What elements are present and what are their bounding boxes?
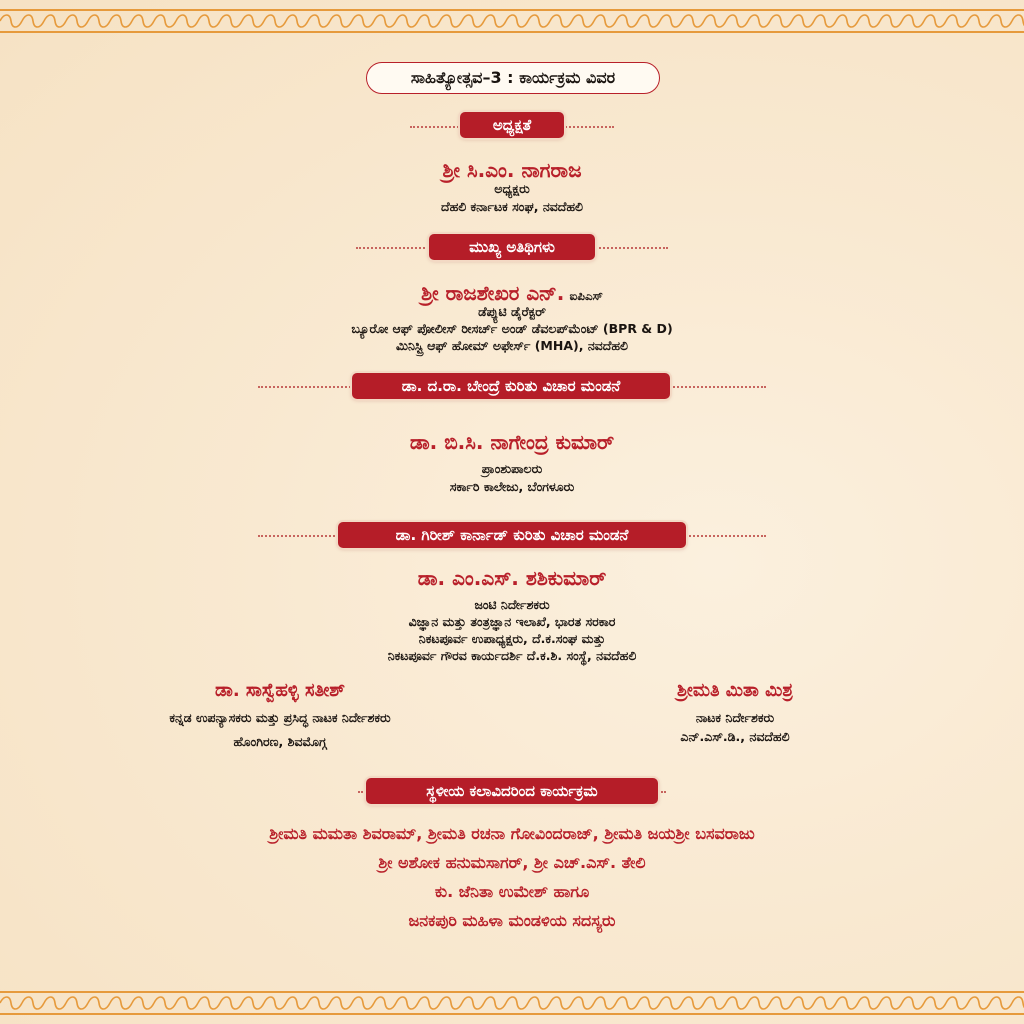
border-motif-loop (616, 15, 638, 27)
chief-guest-line-3: ಮಿನಿಸ್ಟ್ರಿ ಆಫ್ ಹೋಮ್ ಅಫೇರ್ಸ್ (MHA), ನವದೆಹಲಿ (396, 338, 628, 353)
heading-local-artists: ಸ್ಥಳೀಯ ಕಲಾವಿದರಿಂದ ಕಾರ್ಯಕ್ರಮ (366, 778, 658, 804)
border-motif-loop (836, 15, 858, 27)
border-motif-loop (572, 997, 594, 1009)
border-motif-loop (704, 997, 726, 1009)
border-motif-loop (572, 15, 594, 27)
border-motif-loop (198, 15, 220, 27)
heading-chief-guests: ಮುಖ್ಯ ಅತಿಥಿಗಳು (429, 234, 595, 260)
border-motif-loop (0, 15, 22, 27)
border-motif-loop (902, 997, 924, 1009)
border-motif-loop (132, 15, 154, 27)
border-motif-loop (418, 997, 440, 1009)
chief-guest-name-row (0, 281, 1024, 305)
border-motif-loop (396, 997, 418, 1009)
border-motif-loop (88, 997, 110, 1009)
border-motif-loop (814, 997, 836, 1009)
bendre-speaker-name: ಡಾ. ಬಿ.ಸಿ. ನಾಗೇಂದ್ರ ಕುಮಾರ್ (409, 430, 615, 454)
border-motif-loop (286, 15, 308, 27)
border-motif-loop (836, 997, 858, 1009)
local-artists-line-2: ಶ್ರೀ ಅಶೋಕ ಹನುಮಸಾಗರ್, ಶ್ರೀ ಎಚ್.ಎಸ್. ತೇಲಿ (378, 853, 646, 872)
border-motif-loop (330, 997, 352, 1009)
border-motif-loop (242, 997, 264, 1009)
border-motif-loop (902, 15, 924, 27)
border-motif-loop (990, 15, 1012, 27)
border-motif-loop (506, 15, 528, 27)
border-motif-loop (88, 15, 110, 27)
border-motif-loop (22, 997, 44, 1009)
chief-guest-suffix: ಐಪಿಎಸ್ (569, 289, 603, 303)
right-speaker-line-1: ನಾಟಕ ನಿರ್ದೇಶಕರು (695, 710, 775, 725)
top-decorative-border (0, 6, 1024, 36)
border-motif-loop (440, 997, 462, 1009)
border-motif-loop (858, 997, 880, 1009)
karnad-line-3: ನಿಕಟಪೂರ್ವ ಉಪಾಧ್ಯಕ್ಷರು, ದೆ.ಕ.ಸಂಘ ಮತ್ತು (418, 631, 606, 646)
border-motif-loop (352, 997, 374, 1009)
heading-bendre: ಡಾ. ದ.ರಾ. ಬೇಂದ್ರೆ ಕುರಿತು ವಿಚಾರ ಮಂಡನೆ (352, 373, 670, 399)
border-motif-loop (198, 997, 220, 1009)
border-motif-loop (308, 15, 330, 27)
border-motif-loop (154, 15, 176, 27)
border-motif-loop (550, 15, 572, 27)
border-motif-loop (506, 997, 528, 1009)
border-motif-loop (462, 997, 484, 1009)
heading-presidency: ಅಧ್ಯಕ್ಷತೆ (460, 112, 564, 138)
border-motif-loop (242, 15, 264, 27)
right-speaker-line-2: ಎನ್.ಎಸ್.ಡಿ., ನವದೆಹಲಿ (680, 729, 790, 744)
border-motif-loop (726, 15, 748, 27)
border-motif-loop (22, 15, 44, 27)
border-motif-loop (418, 15, 440, 27)
border-motif-loop (176, 15, 198, 27)
border-motif-loop (462, 15, 484, 27)
presidency-name: ಶ್ರೀ ಸಿ.ಎಂ. ನಾಗರಾಜ (442, 158, 582, 182)
border-motif-loop (528, 997, 550, 1009)
heading-karnad: ಡಾ. ಗಿರೀಶ್ ಕಾರ್ನಾಡ್ ಕುರಿತು ವಿಚಾರ ಮಂಡನೆ (338, 522, 686, 548)
page-title: ಸಾಹಿತ್ಯೋತ್ಸವ–3 : ಕಾರ್ಯಕ್ರಮ ವಿವರ (366, 62, 660, 94)
border-motif-loop (880, 997, 902, 1009)
border-motif-loop (814, 15, 836, 27)
border-motif-loop (682, 997, 704, 1009)
border-motif-loop (528, 15, 550, 27)
left-speaker-line-1: ಕನ್ನಡ ಉಪನ್ಯಾಸಕರು ಮತ್ತು ಪ್ರಸಿದ್ಧ ನಾಟಕ ನಿರ್ದೇಶಕರು (169, 710, 391, 725)
left-speaker-line-2: ಹೊಂಗಿರಣ, ಶಿವಮೊಗ್ಗ (233, 734, 327, 749)
border-motif-loop (704, 15, 726, 27)
border-motif-loop (220, 997, 242, 1009)
border-motif-loop (352, 15, 374, 27)
border-motif-loop (660, 997, 682, 1009)
border-motif-loop (880, 15, 902, 27)
border-motif-loop (484, 15, 506, 27)
local-artists-line-1: ಶ್ರೀಮತಿ ಮಮತಾ ಶಿವರಾಮ್, ಶ್ರೀಮತಿ ರಚನಾ ಗೋವಿಂದರಾಜ್, ಶ್ರೀಮತಿ ಜಯಶ್ರೀ ಬಸವರಾಜು (269, 824, 755, 843)
bendre-line-1: ಪ್ರಾಂಶುಪಾಲರು (481, 461, 543, 476)
border-motif-loop (132, 997, 154, 1009)
border-motif-loop (0, 997, 22, 1009)
border-motif-loop (110, 15, 132, 27)
border-motif-loop (726, 997, 748, 1009)
border-motif-loop (594, 15, 616, 27)
border-motif-loop (44, 997, 66, 1009)
border-motif-loop (66, 15, 88, 27)
border-motif-loop (638, 15, 660, 27)
border-motif-loop (792, 15, 814, 27)
presidency-line-2: ದೆಹಲಿ ಕರ್ನಾಟಕ ಸಂಘ, ನವದೆಹಲಿ (441, 199, 583, 214)
chief-guest-line-2: ಬ್ಯೂರೋ ಆಫ್ ಪೋಲೀಸ್ ರೀಸರ್ಚ್ ಅಂಡ್ ಡೆವಲಪ್‌ಮೆಂಟ್ (BPR & D) (351, 321, 673, 336)
border-motif-loop (396, 15, 418, 27)
left-speaker-name: ಡಾ. ಸಾಸ್ವೆಹಳ್ಳಿ ಸತೀಶ್ (215, 680, 345, 701)
chief-guest-name: ಶ್ರೀ ರಾಜಶೇಖರ ಎನ್. (421, 281, 565, 305)
border-motif-loop (616, 997, 638, 1009)
border-motif-loop (66, 997, 88, 1009)
chief-guest-line-1: ಡೆಪ್ಯುಟಿ ಡೈರೆಕ್ಟರ್ (478, 304, 546, 319)
border-motif-loop (946, 997, 968, 1009)
border-motif-loop (638, 997, 660, 1009)
border-motif-loop (858, 15, 880, 27)
border-motif-loop (748, 15, 770, 27)
karnad-line-4: ನಿಕಟಪೂರ್ವ ಗೌರವ ಕಾರ್ಯದರ್ಶಿ ದೆ.ಕ.ಶಿ. ಸಂಸ್ಥೆ, ನವದೆಹಲಿ (387, 648, 637, 663)
karnad-line-2: ವಿಜ್ಞಾನ ಮತ್ತು ತಂತ್ರಜ್ಞಾನ ಇಲಾಖೆ, ಭಾರತ ಸರಕಾರ (408, 614, 616, 629)
border-motif-loop (990, 997, 1012, 1009)
border-motif-loop (1012, 997, 1024, 1009)
border-motif-loop (1012, 15, 1024, 27)
border-motif-loop (308, 997, 330, 1009)
border-motif-loop (440, 15, 462, 27)
border-motif-loop (660, 15, 682, 27)
border-motif-loop (594, 997, 616, 1009)
border-motif-loop (550, 997, 572, 1009)
border-motif-loop (682, 15, 704, 27)
local-artists-line-3: ಕು. ಜೆನಿತಾ ಉಮೇಶ್ ಹಾಗೂ (434, 882, 590, 901)
right-speaker-name: ಶ್ರೀಮತಿ ಮಿತಾ ಮಿಶ್ರ (677, 680, 793, 701)
border-motif-loop (264, 997, 286, 1009)
border-motif-loop (220, 15, 242, 27)
karnad-line-1: ಜಂಟಿ ನಿರ್ದೇಶಕರು (474, 597, 550, 612)
border-motif-loop (374, 997, 396, 1009)
local-artists-line-4: ಜನಕಪುರಿ ಮಹಿಳಾ ಮಂಡಳಿಯ ಸದಸ್ಯರು (408, 911, 616, 930)
border-motif-loop (44, 15, 66, 27)
karnad-speaker-name: ಡಾ. ಎಂ.ಎಸ್. ಶಶಿಕುಮಾರ್ (417, 566, 607, 590)
border-motif-loop (792, 997, 814, 1009)
border-motif-loop (286, 997, 308, 1009)
border-motif-loop (374, 15, 396, 27)
bendre-line-2: ಸರ್ಕಾರಿ ಕಾಲೇಜು, ಬೆಂಗಳೂರು (449, 479, 575, 494)
border-motif-loop (176, 997, 198, 1009)
presidency-line-1: ಅಧ್ಯಕ್ಷರು (494, 181, 530, 196)
border-motif-loop (968, 997, 990, 1009)
border-motif-loop (770, 15, 792, 27)
border-motif-loop (484, 997, 506, 1009)
bottom-decorative-border (0, 988, 1024, 1018)
border-motif-loop (924, 997, 946, 1009)
border-motif-loop (330, 15, 352, 27)
border-motif-loop (748, 997, 770, 1009)
border-motif-loop (968, 15, 990, 27)
border-motif-loop (264, 15, 286, 27)
border-motif-loop (110, 997, 132, 1009)
border-motif-loop (924, 15, 946, 27)
border-motif-loop (946, 15, 968, 27)
border-motif-loop (770, 997, 792, 1009)
border-motif-loop (154, 997, 176, 1009)
